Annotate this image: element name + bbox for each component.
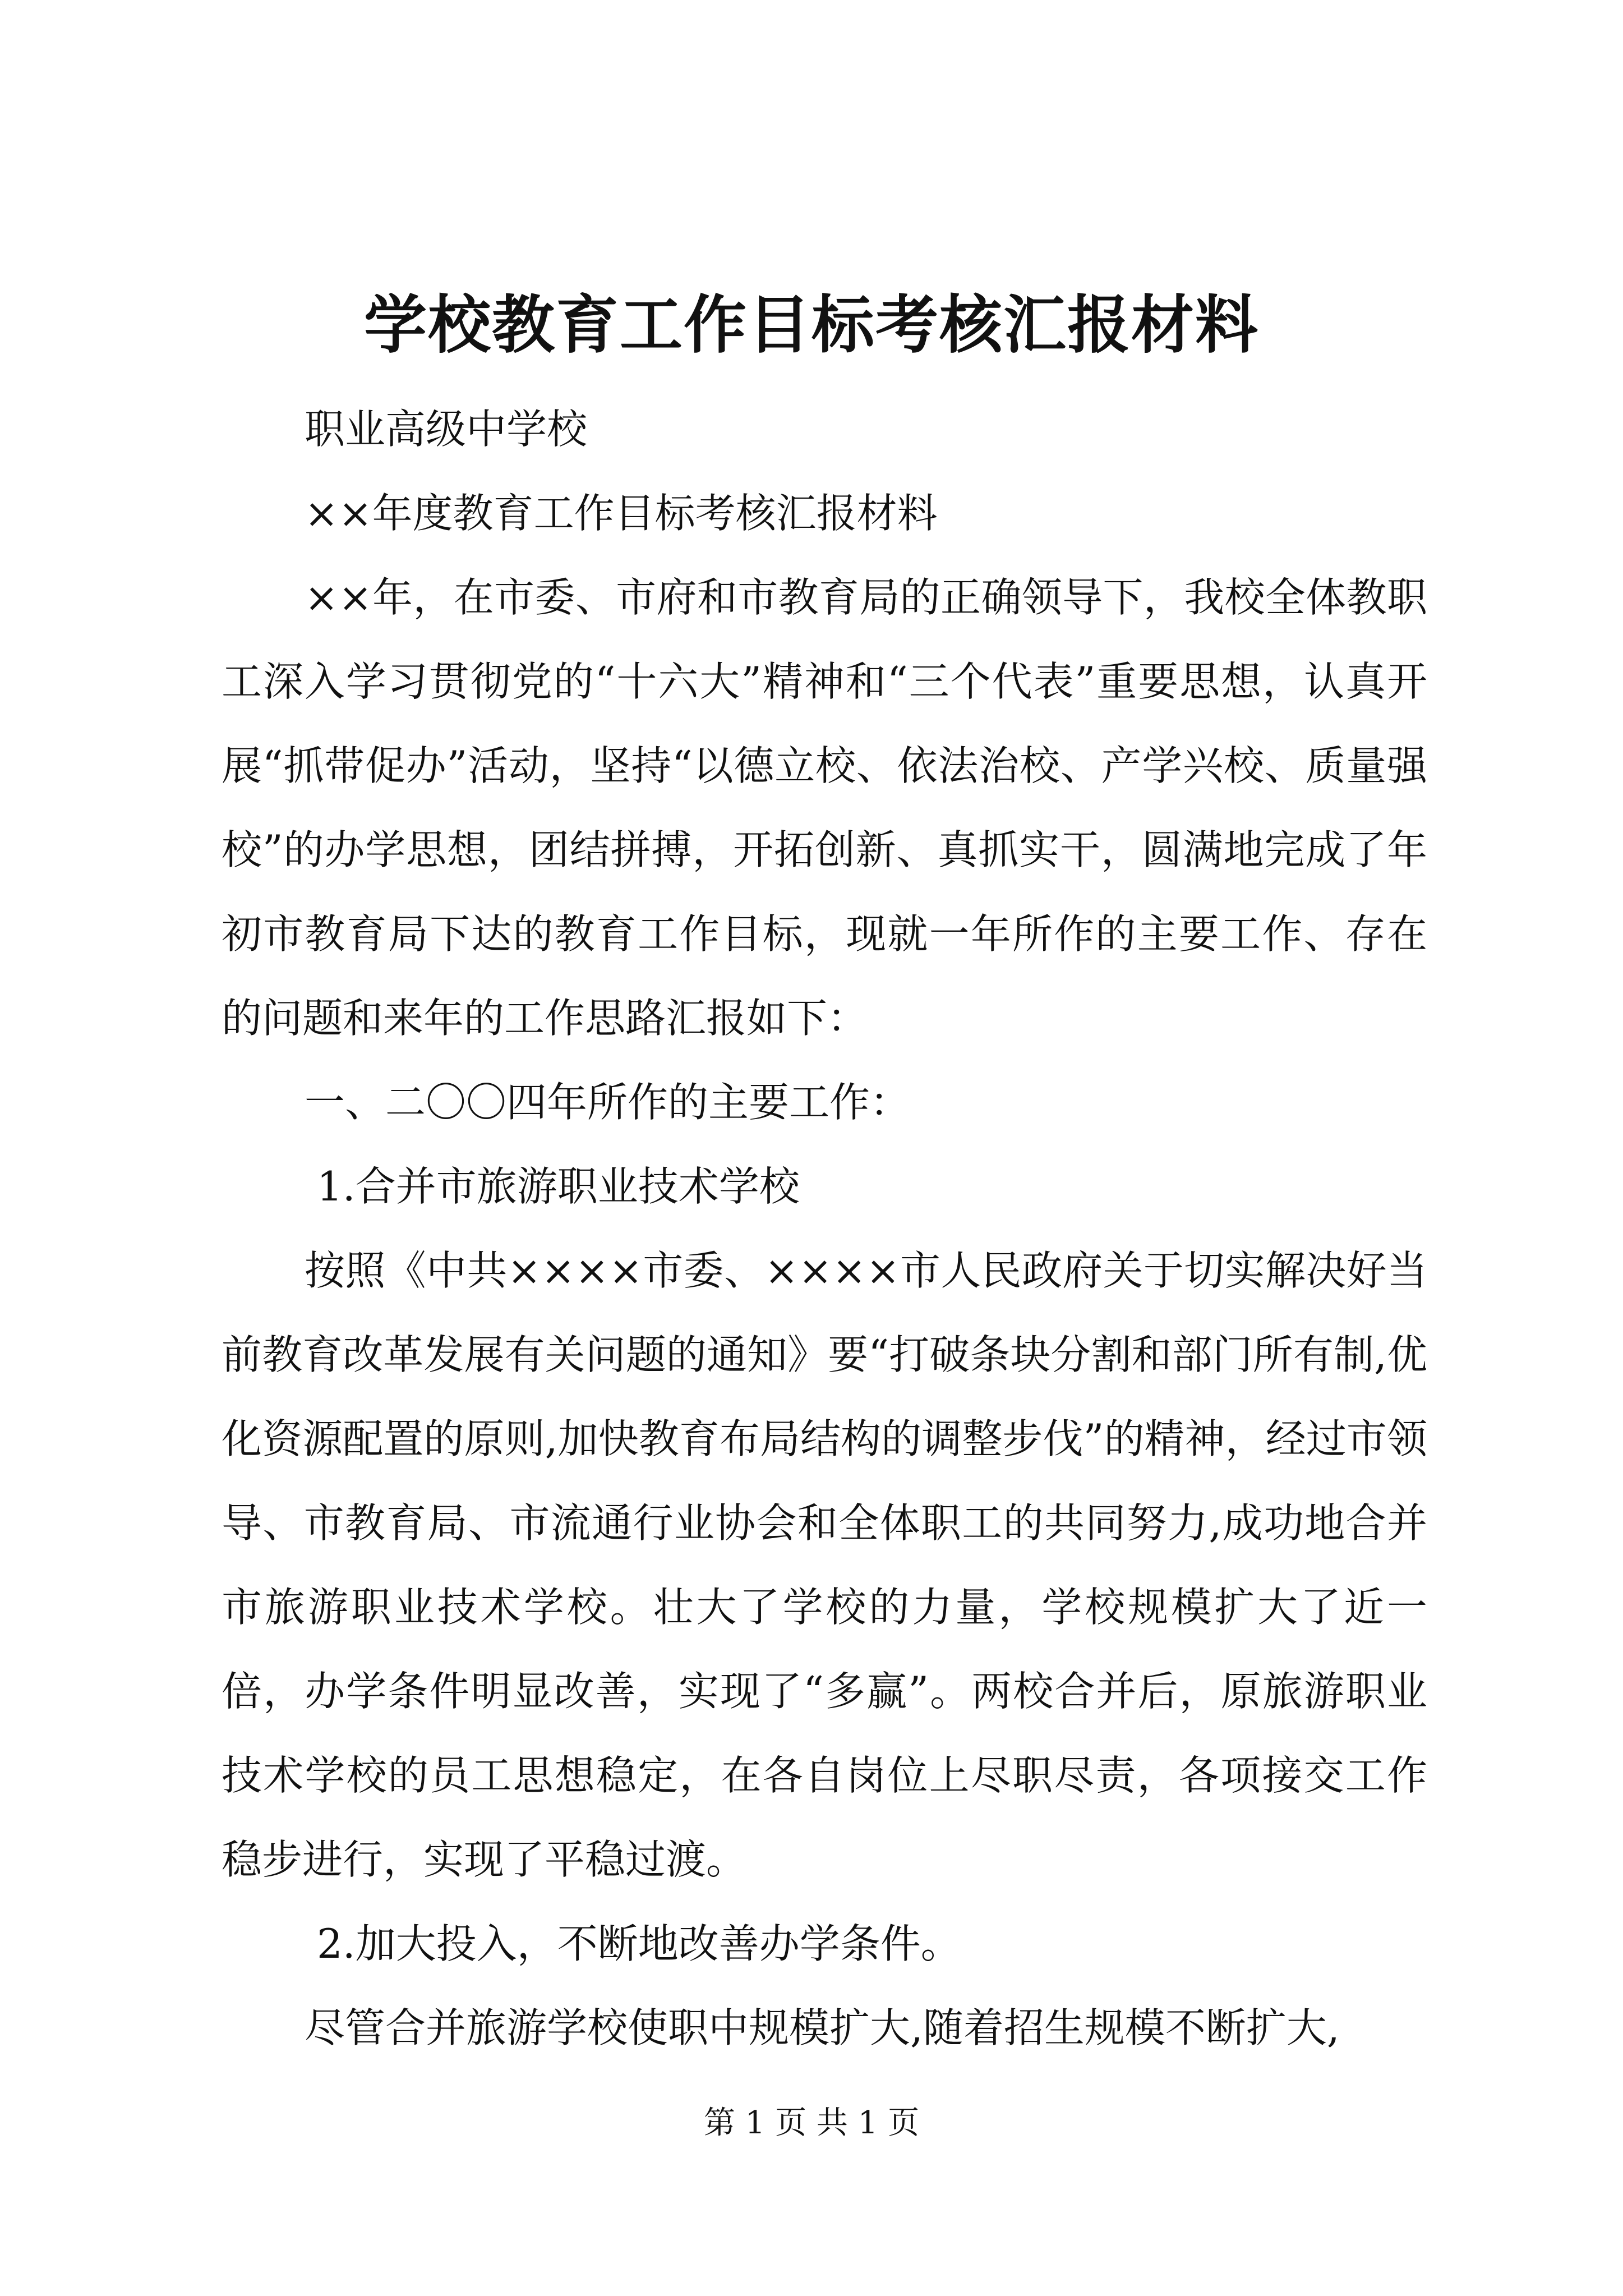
item-paragraph-1: 按照《中共××××市委、××××市人民政府关于切实解决好当前教育改革发展有关问题的通知》要“打破条块分割和部门所有制,优化资源配置的原则,加快教育布局结构的调整步伐”的精神，经过市领导、市教育局、市流通行业协会和全体职工的共同努力,成功地合并市旅游职业技术学校。壮大了学校的力量，学校规模扩大了近一倍，办学条件明显改善，实现了“多赢”。两校合并后，原旅游职业技术学校的员工思想稳定，在各自岗位上尽职尽责，各项接交工作稳步进行，实现了平稳过渡。 — [222, 1247, 1427, 1883]
intro-paragraph: ××年，在市委、市府和市教育局的正确领导下，我校全体教职工深入学习贯彻党的“十六大”精神和“三个代表”重要思想，认真开展“抓带促办”活动，坚持“以德立校、依法治校、产学兴校、质量强校”的办学思想，团结拼搏，开拓创新、真抓实干，圆满地完成了年初市教育局下达的教育工作目标，现就一年所作的主要工作、存在的问题和来年的工作思路汇报如下： — [222, 574, 1427, 1042]
section-heading: 一、二〇〇四年所作的主要工作： — [305, 1079, 911, 1126]
item-paragraph-2: 尽管合并旅游学校使职中规模扩大,随着招生规模不断扩大, — [305, 2004, 1340, 2051]
document-body — [222, 387, 1427, 2070]
document-title: 学校教育工作目标考核汇报材料 — [364, 288, 1259, 362]
school-name: 职业高级中学校 — [305, 406, 588, 453]
report-subtitle: ××年度教育工作目标考核汇报材料 — [305, 490, 938, 537]
item-heading-1: 1.合并市旅游职业技术学校 — [317, 1163, 800, 1210]
item-heading-2: 2.加大投入，不断地改善办学条件。 — [317, 1920, 961, 1967]
page-footer: 第 1 页 共 1 页 — [703, 2105, 920, 2141]
